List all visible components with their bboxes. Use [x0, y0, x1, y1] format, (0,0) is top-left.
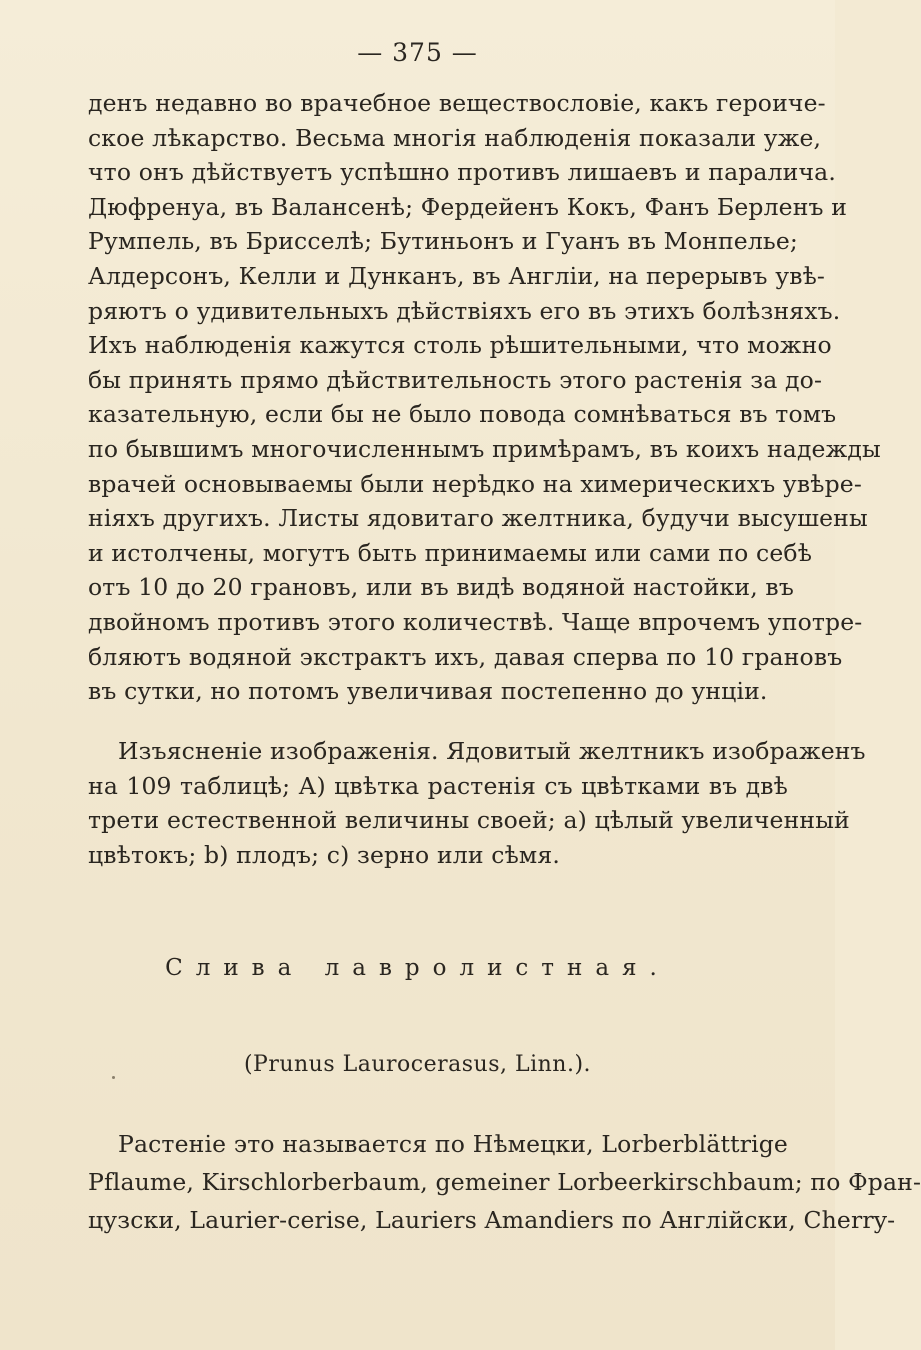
text-line: ніяхъ другихъ. Листы ядовитаго желтника, будучи высушены	[88, 504, 868, 533]
text-line: и истолчены, могутъ быть принимаемы или сами по себѣ	[88, 538, 813, 567]
latin-name: (Prunus Laurocerasus, Linn.).	[243, 1052, 592, 1077]
text-line: трети естественной величины своей; а) цѣлый увеличенный	[88, 806, 850, 835]
text-line: Растеніе это называется по Нѣмецки, Lorberblättrige	[118, 1130, 788, 1158]
text-line: на 109 таблицѣ; А) цвѣтка растенія съ цвѣтками въ двѣ	[88, 771, 788, 800]
text-line: бляютъ водяной экстрактъ ихъ, давая сперва по 10 грановъ	[88, 642, 843, 671]
text-line: цвѣтокъ; b) плодъ; c) зерно или сѣмя.	[88, 840, 560, 869]
text-line: по бывшимъ многочисленнымъ примѣрамъ, въ коихъ надежды	[88, 434, 881, 463]
text-line: Румпель, въ Брисселѣ; Бутиньонъ и Гуанъ въ Монпелье;	[88, 227, 798, 256]
paragraph-names	[88, 1125, 921, 1239]
text-line: Дюфренуа, въ Валансенѣ; Фердейенъ Кокъ, Фанъ Берленъ и	[88, 192, 848, 221]
text-line: Изъясненіе изображенія. Ядовитый желтникъ изображенъ	[118, 737, 866, 765]
text-line: казательную, если бы не было повода сомнѣваться въ томъ	[88, 400, 837, 429]
text-line: двойномъ противъ этого количествѣ. Чаще впрочемъ употре-	[88, 607, 863, 636]
paragraph-treatment-notes	[88, 86, 881, 709]
section-heading: Слива лавролистная.	[165, 955, 670, 981]
text-line: что онъ дѣйствуетъ успѣшно противъ лишаевъ и паралича.	[88, 158, 836, 187]
text-line: бы принять прямо дѣйствительность этого растенія за до-	[88, 365, 823, 394]
text-line: ское лѣкарство. Весьма многія наблюденія показали уже,	[88, 123, 822, 152]
print-speck	[112, 1076, 115, 1079]
text-line: денъ недавно во врачебное веществословіе, какъ героиче-	[88, 89, 826, 117]
text-line: Алдерсонъ, Келли и Дунканъ, въ Англіи, на перерывъ увѣ-	[88, 261, 826, 290]
text-line: врачей основываемы были нерѣдко на химерическихъ увѣре-	[88, 469, 862, 498]
page-number: — 375 —	[357, 38, 478, 67]
text-line: цузски, Laurier-cerise, Lauriers Amandiers по Англійски, Cherry-	[88, 1206, 896, 1234]
paragraph-figure-explanation	[88, 734, 866, 872]
text-line: Pflaume, Kirschlorberbaum, gemeiner Lorbeerkirschbaum; по Фран-	[88, 1168, 921, 1196]
text-line: ряютъ о удивительныхъ дѣйствіяхъ его въ этихъ болѣзняхъ.	[88, 296, 841, 325]
text-line: Ихъ наблюденія кажутся столь рѣшительными, что можно	[88, 331, 832, 360]
text-line: въ сутки, но потомъ увеличивая постепенно до унціи.	[88, 677, 768, 706]
text-line: отъ 10 до 20 грановъ, или въ видѣ водяной настойки, въ	[88, 573, 794, 602]
